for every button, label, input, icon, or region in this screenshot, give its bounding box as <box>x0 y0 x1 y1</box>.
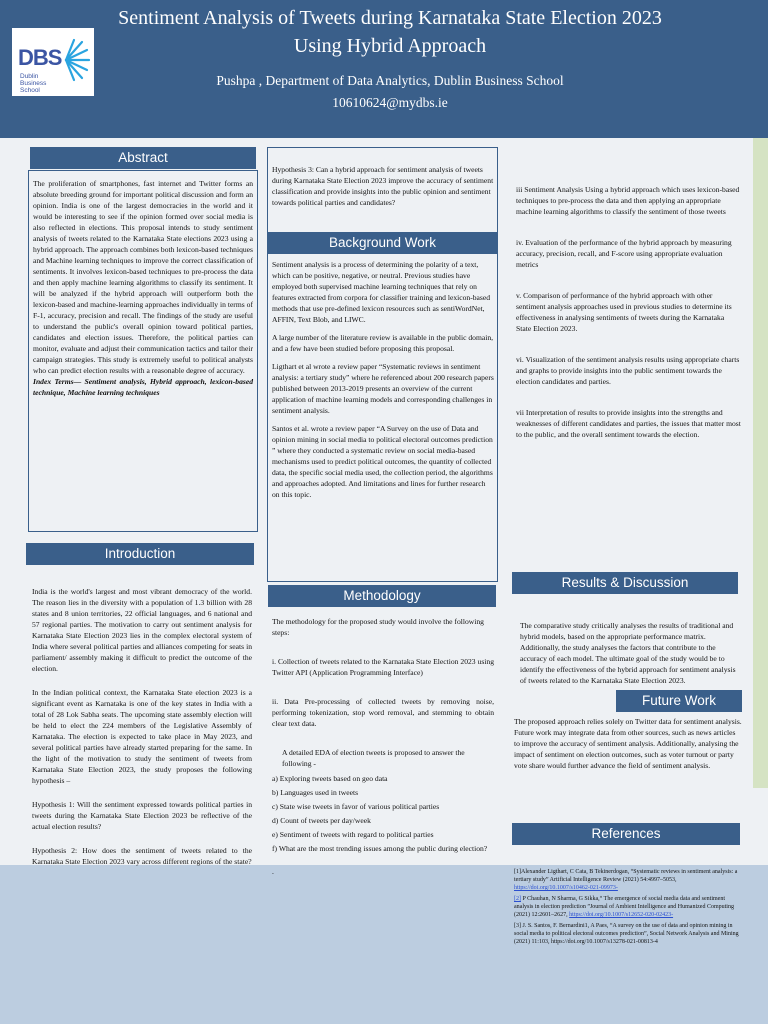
background-paragraph-4: Santos et al. wrote a review paper “A Survey on the use of Data and opinion mining in social media to political electoral outcomes prediction ” where they conducted a systematic review on social media-based mechanisms used to predict political outcomes, the quantity of collected data, the specific social media used, the collection period, the algorithms and approaches adopted. And limitations and lines for further research on this topic. <box>272 424 493 499</box>
method-step-1: i. Collection of tweets related to the Karnataka State Election 2023 using Twitter API (Application Programming Interface) <box>272 657 494 677</box>
eda-item: c) State wise tweets in favor of various political parties <box>272 802 440 811</box>
accent-strip <box>753 138 768 788</box>
introduction-heading: Introduction <box>26 543 254 565</box>
method-step-7: vii Interpretation of results to provide insights into the strengths and weaknesses of different candidates and parties, the issues that matter most to the public, and the overall sentiment towards the election. <box>516 408 741 439</box>
abstract-body: The proliferation of smartphones, fast internet and Twitter forms an absolute breeding ground for important political discussion and form an opinion. India is one of the largest democracies in the world and it would be interesting to see if the opinion formed over social media is also reflected in elections. This proposal intends to study sentiment analysis of tweets related to the Karnataka State elections 2023 using a hybrid approach. The approach combines both lexicon-based techniques and Machine learning techniques to improve the correct classification of sentiments. It involves lexicon-based techniques to pre-process the data and then apply machine learning algorithms to classify its sentiment. It will be analyzed if the hybrid approach will outperform both the lexicon-based and machine-learning approaches individually in terms of F-1, accuracy, precision and recall. The findings of the study are useful to understand the public's overall opinion toward political parties, candidates and election issues. Therefore, the political parties can monitor, evaluate and adjust their communication tactics and tailor their campaign strategies. This study is extremely useful to political analysts who can predict election results with a reasonable degree of accuracy. <box>33 179 253 375</box>
dbs-logo <box>12 28 94 96</box>
trailing-dot: . <box>272 867 274 876</box>
future-work-text: The proposed approach relies solely on Twitter data for sentiment analysis. Future work may integrate data from other sources, such as news articles to improve the accuracy of sentiment analysis. Additionally, analysing the impact of sentiment on election outcomes, such as voter turnout or party vote share would further advance the field of sentiment analysis. <box>514 717 742 770</box>
method-step-6: vi. Visualization of the sentiment analysis results using appropriate charts and graphs to provide insights into the public sentiment towards the election candidates and parties. <box>516 355 740 386</box>
background-text <box>272 259 494 506</box>
background-paragraph-2: A large number of the literature review is available in the public domain, and a few have been studied before proposing this proposal. <box>272 333 494 353</box>
eda-item: b) Languages used in tweets <box>272 788 359 797</box>
background-paragraph-1: Sentiment analysis is a process of determining the polarity of a text, which can be positive, negative, or neutral. Previous studies have employed both supervised machine learning techniques that rely on features extracted from corpora for classifier training and lexicon-based methods that use pre-defined lexicon resources such as sentiWordNet, AFFIN, Text Blob, and LIWC. <box>272 260 491 324</box>
poster-header <box>0 0 768 138</box>
future-work-heading: Future Work <box>616 690 742 712</box>
abstract-heading: Abstract <box>30 147 256 169</box>
reference-1-link[interactable]: https://doi.org/10.1007/s10462-021-09973- <box>514 885 618 891</box>
method-step-5: v. Comparison of performance of the hybrid approach with other sentiment analysis approaches used in previous studies to determine its effectiveness in analysing sentiments of tweets during the Karnataka State Election 2023. <box>516 291 732 333</box>
intro-paragraph-2: In the Indian political context, the Karnataka State election 2023 is a significant event as Karnataka is one of the key states in India with a total of 28 Lok Sabha seats. The upcoming state assembly election will be held to elect the 224 members of the Legislative Assembly of Karnataka. The election is expected to take place in May 2023, and several political parties have already started preparing for the same. In the light of the motivation to study the sentiment of tweets from Karnataka State Election 2023, the study proposes the following hypothesis – <box>32 688 252 785</box>
method-step-4: iv. Evaluation of the performance of the hybrid approach by measuring accuracy, precision, recall, and F-score using appropriate evaluation metrics <box>516 238 732 269</box>
reference-2-text: P Chauhan, N Sharma, G Sikka,“ The emergence of social media data and sentiment analysis in election prediction ”Journal of Ambient Intelligence and Humanized Computing (2021) 12:2601–2627, <box>514 896 734 918</box>
logo-subtext: Dublin Business School <box>20 73 47 94</box>
logo-text: DBS <box>18 45 62 70</box>
results-text: The comparative study critically analyses the results of traditional and hybrid models, based on the appropriate performance matrix. Additionally, the study analyses the factors that contribute to the accuracy of each model. The ultimate goal of the study would be to identify the effectiveness of the hybrid approach for sentiment analysis of tweets related to the Karnataka State Election 2023. <box>520 621 736 685</box>
reference-3: [3] J. S. Santos, F. Bernardini1, A Paes, “A survey on the use of data and opinion mining in social media to political electoral outcomes prediction”, Social Network Analysis and Mining (2021) 11:103, https://doi.org/10.1007/s13278-021-00813-4 <box>514 923 739 945</box>
author-block <box>110 70 670 114</box>
background-heading: Background Work <box>268 232 497 254</box>
methodology-heading: Methodology <box>268 585 496 607</box>
steps-continued <box>516 184 741 446</box>
eda-item: a) Exploring tweets based on geo data <box>272 774 388 783</box>
hypothesis-3: Hypothesis 3: Can a hybrid approach for sentiment analysis of tweets during Karnataka State Election 2023 improve the accuracy of sentiment classification and provide insights into the public opinion and sentiment towards political parties and candidates? <box>272 165 494 207</box>
intro-paragraph-1: India is the world's largest and most vibrant democracy of the world. The reason lies in the diversity with a population of 1.3 billion with 28 states and 8 union territories, 22 official languages, and 6 national and 57 regional parties. The motivation to carry out sentiment analysis for Karnataka State Election 2023 lies in the complex electoral system of India where several political parties and alliances competing for seats in parliament/ assembly making it difficult to predict the outcome of the election. <box>32 587 252 673</box>
abstract-text <box>33 178 253 404</box>
index-terms: Index Terms— Sentiment analysis, Hybrid approach, lexicon-based technique, Machine learning techniques <box>33 377 253 397</box>
reference-1-text: [1]Alexander Ligthart, C Cata, B Tekinerdogan, “Systematic reviews in sentiment analysis: a tertiary study” Artificial Intelligence Review (2021) 54:4997–5053, <box>514 869 738 883</box>
eda-item: e) Sentiment of tweets with regard to political parties <box>272 830 434 839</box>
eda-item: f) What are the most trending issues among the public during election? <box>272 844 488 853</box>
reference-2-link[interactable]: https://doi.org/10.1007/s12652-020-02423- <box>569 912 674 918</box>
methodology-intro: The methodology for the proposed study would involve the following steps: <box>272 617 484 637</box>
author-line: Pushpa , Department of Data Analytics, Dublin Business School <box>216 73 564 88</box>
reference-1 <box>514 868 744 892</box>
method-step-3: iii Sentiment Analysis Using a hybrid approach which uses lexicon-based techniques to pre-process the data and then applying an appropriate machine learning algorithms to classify the sentiment of those tweets <box>516 185 740 216</box>
introduction-text <box>32 586 252 873</box>
starburst-icon <box>62 38 92 82</box>
results-heading: Results & Discussion <box>512 572 738 594</box>
background-paragraph-3: Ligthart et al wrote a review paper “Systematic reviews in sentiment analysis: a tertiary study” where he referenced about 200 research papers published between 2013-2019 presents an overview of the current application of machine learning models and corresponding challenges in sentiment analysis. <box>272 362 494 415</box>
author-email[interactable]: 10610624@mydbs.ie <box>332 95 448 110</box>
reference-2-number[interactable]: [2] <box>514 896 521 902</box>
references-list <box>514 868 744 949</box>
poster-title: Sentiment Analysis of Tweets during Karnataka State Election 2023 Using Hybrid Approach <box>118 7 662 57</box>
eda-item: d) Count of tweets per day/week <box>272 816 371 825</box>
hypothesis-2: Hypothesis 2: How does the sentiment of tweets related to the Karnataka State Election 2023 vary across different regions of the state? <box>32 846 252 866</box>
methodology-text <box>272 616 494 877</box>
reference-2 <box>514 895 744 919</box>
eda-intro: A detailed EDA of election tweets is proposed to answer the following - <box>282 748 465 768</box>
method-step-2: ii. Data Pre-processing of collected tweets by removing noise, performing tokenization, stop word removal, and stemming to obtain clear text data. <box>272 697 494 728</box>
references-heading: References <box>512 823 740 845</box>
hypothesis-1: Hypothesis 1: Will the sentiment expressed towards political parties in tweets during the Karnataka State Election 2023 be reflective of the actual election results? <box>32 800 252 831</box>
